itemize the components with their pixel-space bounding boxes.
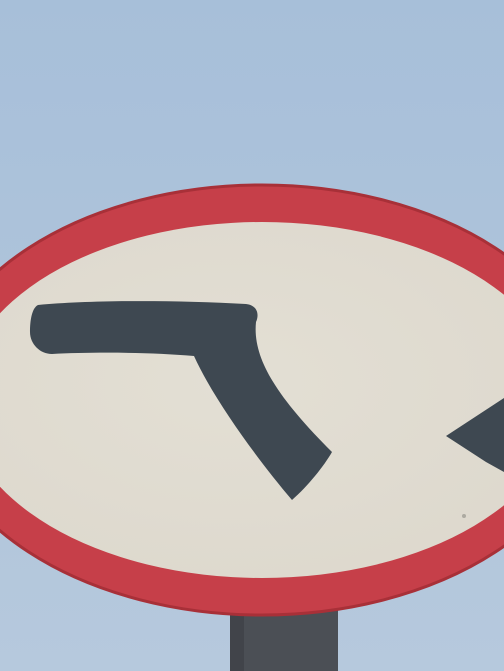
sign-speck xyxy=(462,514,466,518)
